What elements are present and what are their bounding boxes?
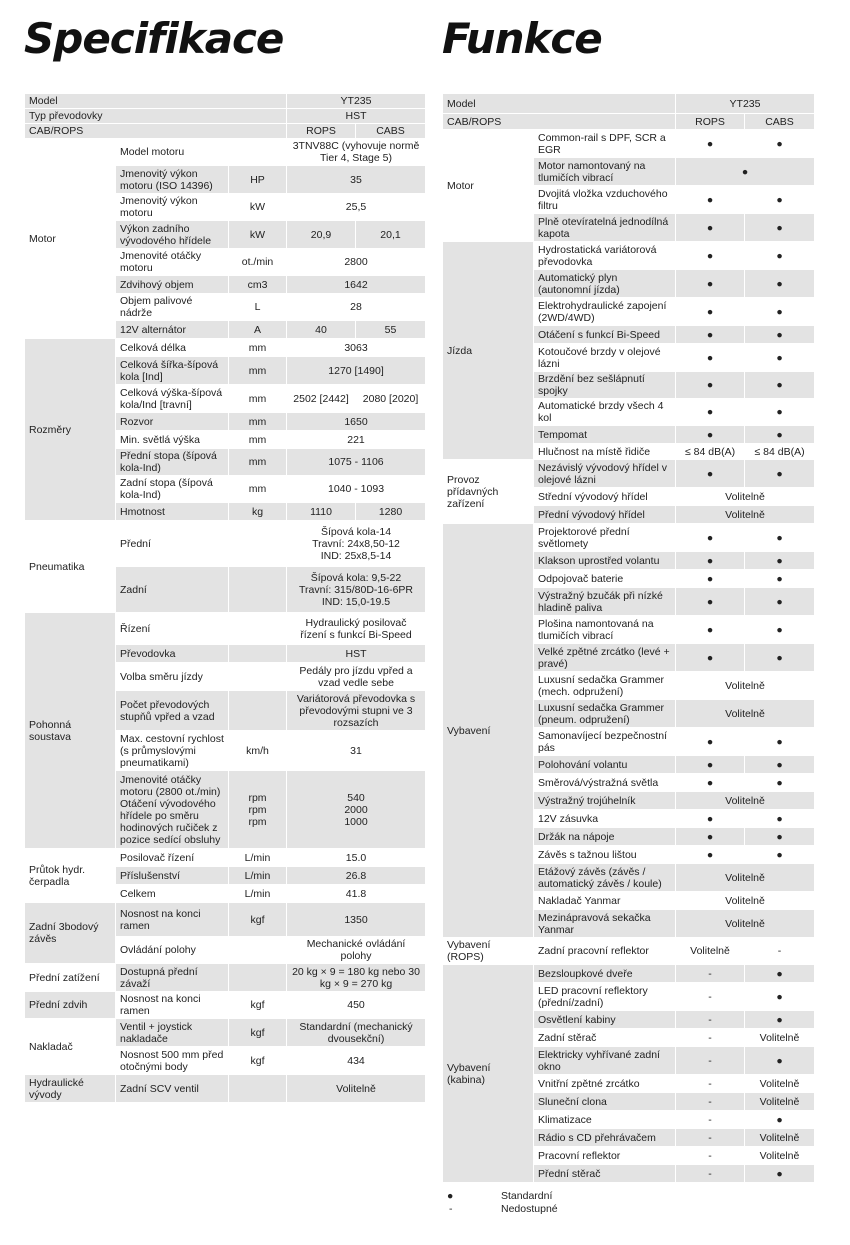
spec-row-unit: rpm rpm rpm — [229, 771, 287, 849]
spec-row-label: Nosnost na konci ramen — [116, 903, 229, 937]
func-row — [443, 524, 815, 552]
spec-row-label: Rozvor — [116, 413, 229, 431]
spec-row-unit — [229, 139, 287, 166]
func-row-rops: - — [676, 965, 745, 983]
spec-row-label: Objem palivové nádrže — [116, 294, 229, 321]
spec-row-unit: mm — [229, 357, 287, 385]
func-row-cabs: ● — [745, 460, 815, 488]
func-row-label: LED pracovní reflektory (přední/zadní) — [534, 983, 676, 1011]
func-row-label: 12V zásuvka — [534, 810, 676, 828]
spec-group-label: Rozměry — [25, 339, 116, 521]
func-row-label: Nezávislý vývodový hřídel v olejové lázni — [534, 460, 676, 488]
spec-row-value: 1642 — [287, 276, 426, 294]
spec-group-label: Přední zatížení — [25, 964, 116, 992]
model-value: YT235 — [287, 94, 426, 109]
spec-row-value: Variátorová převodovka s převodovými stupni ve 3 rozsazích — [287, 691, 426, 731]
spec-row-cabs: 55 — [356, 321, 426, 339]
func-row-value: Volitelně — [676, 672, 815, 700]
func-row — [443, 965, 815, 983]
spec-row-label: Řízení — [116, 613, 229, 645]
spec-row — [25, 139, 426, 166]
func-row-rops: ● — [676, 130, 745, 158]
spec-row — [25, 613, 426, 645]
spec-group-label: Pneumatika — [25, 521, 116, 613]
spec-row — [25, 521, 426, 567]
func-row-cabs: Volitelně — [745, 1075, 815, 1093]
func-row-cabs: Volitelně — [745, 1093, 815, 1111]
func-row-label: Přední stěrač — [534, 1165, 676, 1183]
func-row-rops: ● — [676, 810, 745, 828]
spec-row-label: Ovládání polohy — [116, 937, 229, 964]
spec-row-unit — [229, 1075, 287, 1103]
func-row-rops: - — [676, 1075, 745, 1093]
func-row-cabs: ● — [745, 298, 815, 326]
spec-row-value: 1270 [1490] — [287, 357, 426, 385]
func-row-label: Hlučnost na místě řidiče — [534, 444, 676, 460]
func-row-rops: ● — [676, 616, 745, 644]
spec-row-unit: mm — [229, 431, 287, 449]
func-row-label: Etážový závěs (závěs / automatický závěs / koule) — [534, 864, 676, 892]
func-row — [443, 242, 815, 270]
func-row-cabs: ≤ 84 dB(A) — [745, 444, 815, 460]
spec-row-value: Mechanické ovládání polohy — [287, 937, 426, 964]
func-row-rops: ● — [676, 524, 745, 552]
legend-bullet-symbol: ● — [447, 1190, 454, 1202]
func-row-rops: - — [676, 1093, 745, 1111]
func-row-rops: ● — [676, 270, 745, 298]
spec-row-value — [287, 567, 426, 613]
func-row-value: Volitelně — [676, 892, 815, 910]
spec-row-value: 28 — [287, 294, 426, 321]
spec-row-label: Jmenovité otáčky motoru (2800 ot./min) Otáčení vývodového hřídele po směru hodinových ručiček z pozice sedící obsluhy — [116, 771, 229, 849]
func-row-cabs: ● — [745, 644, 815, 672]
spec-row-label: Celková šířka-šípová kola [Ind] — [116, 357, 229, 385]
spec-row-label: Nosnost na konci ramen — [116, 992, 229, 1019]
func-row-label: Rádio s CD přehrávačem — [534, 1129, 676, 1147]
cab-label: CAB/ROPS — [25, 124, 287, 139]
func-row-rops: ● — [676, 846, 745, 864]
spec-row-value: Volitelně — [287, 1075, 426, 1103]
tire-size-line: Travní: 315/80D-16-6PR — [299, 583, 414, 596]
spec-row-label: Ventil + joystick nakladače — [116, 1019, 229, 1047]
spec-row-value: 1650 — [287, 413, 426, 431]
func-row-rops: ● — [676, 774, 745, 792]
spec-row — [25, 964, 426, 992]
func-row-cabs: ● — [745, 1165, 815, 1183]
spec-row — [25, 1075, 426, 1103]
func-row-rops: - — [676, 983, 745, 1011]
func-row-label: Směrová/výstražná světla — [534, 774, 676, 792]
spec-row-value — [287, 521, 426, 567]
func-row-value: Volitelně — [676, 506, 815, 524]
func-model-label: Model — [443, 94, 676, 114]
spec-row — [25, 1019, 426, 1047]
func-row-rops: ● — [676, 326, 745, 344]
func-row-rops: ● — [676, 570, 745, 588]
spec-body — [25, 139, 426, 1103]
spec-row-label: Dostupná přední závaží — [116, 964, 229, 992]
spec-row-unit: L/min — [229, 849, 287, 867]
func-row-rops: ● — [676, 552, 745, 570]
func-row-rops: ● — [676, 756, 745, 774]
spec-row-label: Nosnost 500 mm před otočnými body — [116, 1047, 229, 1075]
specifikace-heading: Specifikace — [24, 14, 284, 63]
tire-size-line: Šípová kola-14 — [320, 525, 392, 538]
func-row-value: Volitelně — [676, 700, 815, 728]
spec-row-label: Jmenovité otáčky motoru — [116, 249, 229, 276]
spec-row-label: Zdvihový objem — [116, 276, 229, 294]
cabs-header: CABS — [356, 124, 426, 139]
spec-row-label: Celková výška-šípová kola/Ind [travní] — [116, 385, 229, 413]
func-row-cabs: ● — [745, 372, 815, 399]
func-row-rops: - — [676, 1129, 745, 1147]
spec-row-label: Počet převodových stupňů vpřed a vzad — [116, 691, 229, 731]
spec-row-value: Pedály pro jízdu vpřed a vzad vedle sebe — [287, 663, 426, 691]
func-row-cabs: ● — [745, 344, 815, 372]
spec-group-label: Hydraulické vývody — [25, 1075, 116, 1103]
spec-row-label: Jmenovitý výkon motoru — [116, 194, 229, 221]
func-row-rops: ● — [676, 588, 745, 616]
spec-row-rops: 40 — [287, 321, 356, 339]
spec-row-value: 3063 — [287, 339, 426, 357]
spec-row-unit — [229, 645, 287, 663]
func-row-rops: ● — [676, 399, 745, 426]
func-group-label: Provoz přídavných zařízení — [443, 460, 534, 524]
func-cabs-header: CABS — [745, 114, 815, 130]
func-row-value: ● — [676, 158, 815, 186]
func-row-label: Držák na nápoje — [534, 828, 676, 846]
func-row-cabs: ● — [745, 828, 815, 846]
spec-row-unit: kgf — [229, 903, 287, 937]
func-row — [443, 130, 815, 158]
spec-row-unit: km/h — [229, 731, 287, 771]
spec-row-value: 434 — [287, 1047, 426, 1075]
func-row-label: Elektrohydraulické zapojení (2WD/4WD) — [534, 298, 676, 326]
func-row-label: Výstražný trojúhelník — [534, 792, 676, 810]
spec-row-label: Model motoru — [116, 139, 229, 166]
func-row-label: Výstražný bzučák při nízké hladině paliva — [534, 588, 676, 616]
spec-row-cabs: 1280 — [356, 503, 426, 521]
func-row-label: Luxusní sedačka Grammer (mech. odpružení) — [534, 672, 676, 700]
func-row-label: Brzdění bez sešlápnutí spojky — [534, 372, 676, 399]
func-row-label: Automatické brzdy všech 4 kol — [534, 399, 676, 426]
func-row-rops: ● — [676, 186, 745, 214]
spec-row-value: 2800 — [287, 249, 426, 276]
func-cab-label: CAB/ROPS — [443, 114, 676, 130]
func-row-label: Plošina namontovaná na tlumičích vibrací — [534, 616, 676, 644]
spec-row-value: 15.0 — [287, 849, 426, 867]
func-row-value: Volitelně — [676, 910, 815, 938]
func-group-label: Motor — [443, 130, 534, 242]
spec-row-unit: ot./min — [229, 249, 287, 276]
func-row-value: Volitelně — [676, 864, 815, 892]
func-group-label: Vybavení (kabina) — [443, 965, 534, 1183]
spec-row-value: 41.8 — [287, 885, 426, 903]
spec-row-label: Výkon zadního vývodového hřídele — [116, 221, 229, 249]
func-row-rops: ● — [676, 460, 745, 488]
spec-row-value: 20 kg × 9 = 180 kg nebo 30 kg × 9 = 270 kg — [287, 964, 426, 992]
spec-row-label: Příslušenství — [116, 867, 229, 885]
func-row-rops: ≤ 84 dB(A) — [676, 444, 745, 460]
trans-value: HST — [287, 109, 426, 124]
spec-group-label: Nakladač — [25, 1019, 116, 1075]
spec-header — [25, 94, 426, 139]
spec-row-value: Standardní (mechanický dvousekční) — [287, 1019, 426, 1047]
func-row-cabs: ● — [745, 616, 815, 644]
func-row-label: Klimatizace — [534, 1111, 676, 1129]
func-row-label: Vnitřní zpětné zrcátko — [534, 1075, 676, 1093]
func-row-cabs: ● — [745, 810, 815, 828]
func-row-label: Střední vývodový hřídel — [534, 488, 676, 506]
func-row-label: Osvětlení kabiny — [534, 1011, 676, 1029]
spec-row-unit — [229, 521, 287, 567]
func-row-label: Luxusní sedačka Grammer (pneum. odpružení) — [534, 700, 676, 728]
func-row-cabs: ● — [745, 214, 815, 242]
func-row-cabs: - — [745, 938, 815, 965]
spec-row-unit: HP — [229, 166, 287, 194]
func-row-cabs: ● — [745, 552, 815, 570]
spec-row-label: 12V alternátor — [116, 321, 229, 339]
func-row — [443, 938, 815, 965]
spec-row-rops: 1110 — [287, 503, 356, 521]
spec-row-value: 1350 — [287, 903, 426, 937]
spec-row-label: Zadní stopa (šípová kola-Ind) — [116, 476, 229, 503]
func-row-rops: ● — [676, 828, 745, 846]
func-row-cabs: ● — [745, 965, 815, 983]
func-row-rops: ● — [676, 426, 745, 444]
spec-row-label: Volba směru jízdy — [116, 663, 229, 691]
trans-label: Typ převodovky — [25, 109, 287, 124]
spec-row-unit: kW — [229, 194, 287, 221]
tire-size-line: Travní: 24x8,50-12 — [312, 537, 400, 550]
func-row-cabs: ● — [745, 756, 815, 774]
func-row-cabs: ● — [745, 846, 815, 864]
func-group-label: Jízda — [443, 242, 534, 460]
func-row-cabs: ● — [745, 270, 815, 298]
spec-row-value: 35 — [287, 166, 426, 194]
spec-row-unit: cm3 — [229, 276, 287, 294]
func-row-cabs: ● — [745, 774, 815, 792]
func-row-label: Polohování volantu — [534, 756, 676, 774]
func-row-label: Automatický plyn (autonomní jízda) — [534, 270, 676, 298]
func-row-label: Zadní pracovní reflektor — [534, 938, 676, 965]
func-row-rops: - — [676, 1047, 745, 1075]
func-row-rops: ● — [676, 644, 745, 672]
spec-row-rops: 2502 [2442] — [287, 385, 356, 413]
spec-row-unit: L — [229, 294, 287, 321]
func-row-cabs: ● — [745, 1111, 815, 1129]
spec-row-label: Max. cestovní rychlost (s průmyslovými pneumatikami) — [116, 731, 229, 771]
spec-row-label: Celkem — [116, 885, 229, 903]
func-row-value: Volitelně — [676, 792, 815, 810]
func-row-cabs: ● — [745, 588, 815, 616]
spec-row — [25, 992, 426, 1019]
spec-row-unit: kgf — [229, 1047, 287, 1075]
func-row-cabs: ● — [745, 242, 815, 270]
legend-bullet-text: Standardní — [501, 1190, 553, 1202]
legend-dash-symbol: - — [449, 1203, 453, 1215]
func-row-label: Bezsloupkové dveře — [534, 965, 676, 983]
spec-row-label: Posilovač řízení — [116, 849, 229, 867]
spec-row-value: 1075 - 1106 — [287, 449, 426, 476]
func-group-label: Vybavení (ROPS) — [443, 938, 534, 965]
spec-row-label: Zadní SCV ventil — [116, 1075, 229, 1103]
rops-header: ROPS — [287, 124, 356, 139]
func-row-cabs: ● — [745, 728, 815, 756]
spec-row-unit — [229, 964, 287, 992]
func-row-rops: - — [676, 1029, 745, 1047]
func-row-label: Mezinápravová sekačka Yanmar — [534, 910, 676, 938]
spec-row-unit: A — [229, 321, 287, 339]
func-row-label: Dvojitá vložka vzduchového filtru — [534, 186, 676, 214]
spec-row-value: 31 — [287, 731, 426, 771]
spec-row-unit: mm — [229, 385, 287, 413]
spec-row-value: HST — [287, 645, 426, 663]
spec-row-rops: 20,9 — [287, 221, 356, 249]
func-row-rops: ● — [676, 344, 745, 372]
func-row-label: Tempomat — [534, 426, 676, 444]
spec-row-label: Min. světlá výška — [116, 431, 229, 449]
spec-row-unit — [229, 663, 287, 691]
func-row-label: Projektorové přední světlomety — [534, 524, 676, 552]
func-row-rops: ● — [676, 372, 745, 399]
spec-group-label: Pohonná soustava — [25, 613, 116, 849]
func-row-label: Elektricky vyhřívané zadní okno — [534, 1047, 676, 1075]
func-body — [443, 130, 815, 1183]
func-row-cabs: ● — [745, 1047, 815, 1075]
func-row-label: Velké zpětné zrcátko (levé + pravé) — [534, 644, 676, 672]
func-row-value: Volitelně — [676, 488, 815, 506]
spec-row-unit: mm — [229, 339, 287, 357]
spec-row-cabs: 20,1 — [356, 221, 426, 249]
func-table — [442, 93, 815, 1183]
func-row-label: Plně otevíratelná jednodílná kapota — [534, 214, 676, 242]
spec-row-unit — [229, 613, 287, 645]
func-row-rops: ● — [676, 728, 745, 756]
spec-row-unit: L/min — [229, 885, 287, 903]
func-row-rops: ● — [676, 214, 745, 242]
spec-row-label: Přední — [116, 521, 229, 567]
spec-row-unit — [229, 937, 287, 964]
spec-row-value: 540 2000 1000 — [287, 771, 426, 849]
func-row-cabs: ● — [745, 524, 815, 552]
spec-row-value: 25,5 — [287, 194, 426, 221]
func-row-rops: ● — [676, 242, 745, 270]
spec-row-label: Hmotnost — [116, 503, 229, 521]
func-row-label: Samonavíjecí bezpečnostní pás — [534, 728, 676, 756]
spec-row-label: Celková délka — [116, 339, 229, 357]
spec-row-unit: L/min — [229, 867, 287, 885]
func-row-cabs: ● — [745, 399, 815, 426]
spec-row-unit: kW — [229, 221, 287, 249]
spec-row-value: 1040 - 1093 — [287, 476, 426, 503]
func-header — [443, 94, 815, 130]
spec-row-unit: mm — [229, 449, 287, 476]
func-row — [443, 460, 815, 488]
model-label: Model — [25, 94, 287, 109]
spec-row — [25, 339, 426, 357]
func-row-rops: ● — [676, 298, 745, 326]
func-row-cabs: ● — [745, 983, 815, 1011]
spec-row-value: 221 — [287, 431, 426, 449]
func-row-cabs: Volitelně — [745, 1029, 815, 1047]
func-row-label: Odpojovač baterie — [534, 570, 676, 588]
spec-group-label: Přední zdvih — [25, 992, 116, 1019]
spec-row-unit: kg — [229, 503, 287, 521]
spec-row-value: 450 — [287, 992, 426, 1019]
func-row-cabs: ● — [745, 1011, 815, 1029]
func-row-cabs: ● — [745, 570, 815, 588]
func-row-label: Sluneční clona — [534, 1093, 676, 1111]
tire-size-line: IND: 15,0-19.5 — [321, 595, 391, 608]
func-row-label: Přední vývodový hřídel — [534, 506, 676, 524]
spec-row-unit — [229, 567, 287, 613]
spec-row — [25, 849, 426, 867]
spec-group-label: Zadní 3bodový závěs — [25, 903, 116, 964]
func-row-rops: - — [676, 1147, 745, 1165]
spec-row-value: 26.8 — [287, 867, 426, 885]
legend-dash-text: Nedostupné — [501, 1203, 558, 1215]
funkce-heading: Funkce — [442, 14, 602, 63]
spec-row — [25, 903, 426, 937]
func-row-label: Nakladač Yanmar — [534, 892, 676, 910]
func-row-label: Zadní stěrač — [534, 1029, 676, 1047]
tire-size-line: Šípová kola: 9,5-22 — [310, 571, 402, 584]
func-rops-header: ROPS — [676, 114, 745, 130]
spec-group-label: Motor — [25, 139, 116, 339]
spec-row-unit: kgf — [229, 1019, 287, 1047]
spec-row-unit: mm — [229, 413, 287, 431]
func-row-cabs: ● — [745, 426, 815, 444]
spec-row-value: 3TNV88C (vyhovuje normě Tier 4, Stage 5) — [287, 139, 426, 166]
func-row-cabs: Volitelně — [745, 1129, 815, 1147]
func-model-value: YT235 — [676, 94, 815, 114]
spec-row-unit: mm — [229, 476, 287, 503]
spec-row-unit — [229, 691, 287, 731]
func-row-rops: - — [676, 1165, 745, 1183]
spec-table — [24, 93, 426, 1103]
spec-row-cabs: 2080 [2020] — [356, 385, 426, 413]
func-row-label: Otáčení s funkcí Bi-Speed — [534, 326, 676, 344]
tire-size-line: IND: 25x8,5-14 — [320, 549, 392, 562]
func-row-label: Pracovní reflektor — [534, 1147, 676, 1165]
spec-row-unit: kgf — [229, 992, 287, 1019]
func-row-label: Motor namontovaný na tlumičích vibrací — [534, 158, 676, 186]
spec-row-value: Hydraulický posilovač řízení s funkcí Bi-Speed — [287, 613, 426, 645]
spec-row-label: Jmenovitý výkon motoru (ISO 14396) — [116, 166, 229, 194]
func-row-rops: Volitelně — [676, 938, 745, 965]
func-row-rops: - — [676, 1011, 745, 1029]
spec-row-label: Přední stopa (šípová kola-Ind) — [116, 449, 229, 476]
func-row-cabs: ● — [745, 326, 815, 344]
func-row-cabs: ● — [745, 186, 815, 214]
func-row-cabs: Volitelně — [745, 1147, 815, 1165]
func-group-label: Vybavení — [443, 524, 534, 938]
func-row-label: Klakson uprostřed volantu — [534, 552, 676, 570]
func-row-cabs: ● — [745, 130, 815, 158]
func-row-label: Závěs s tažnou lištou — [534, 846, 676, 864]
func-row-label: Hydrostatická variátorová převodovka — [534, 242, 676, 270]
func-row-label: Kotoučové brzdy v olejové lázni — [534, 344, 676, 372]
spec-group-label: Průtok hydr. čerpadla — [25, 849, 116, 903]
spec-row-label: Převodovka — [116, 645, 229, 663]
func-row-label: Common-rail s DPF, SCR a EGR — [534, 130, 676, 158]
func-row-rops: - — [676, 1111, 745, 1129]
spec-row-label: Zadní — [116, 567, 229, 613]
